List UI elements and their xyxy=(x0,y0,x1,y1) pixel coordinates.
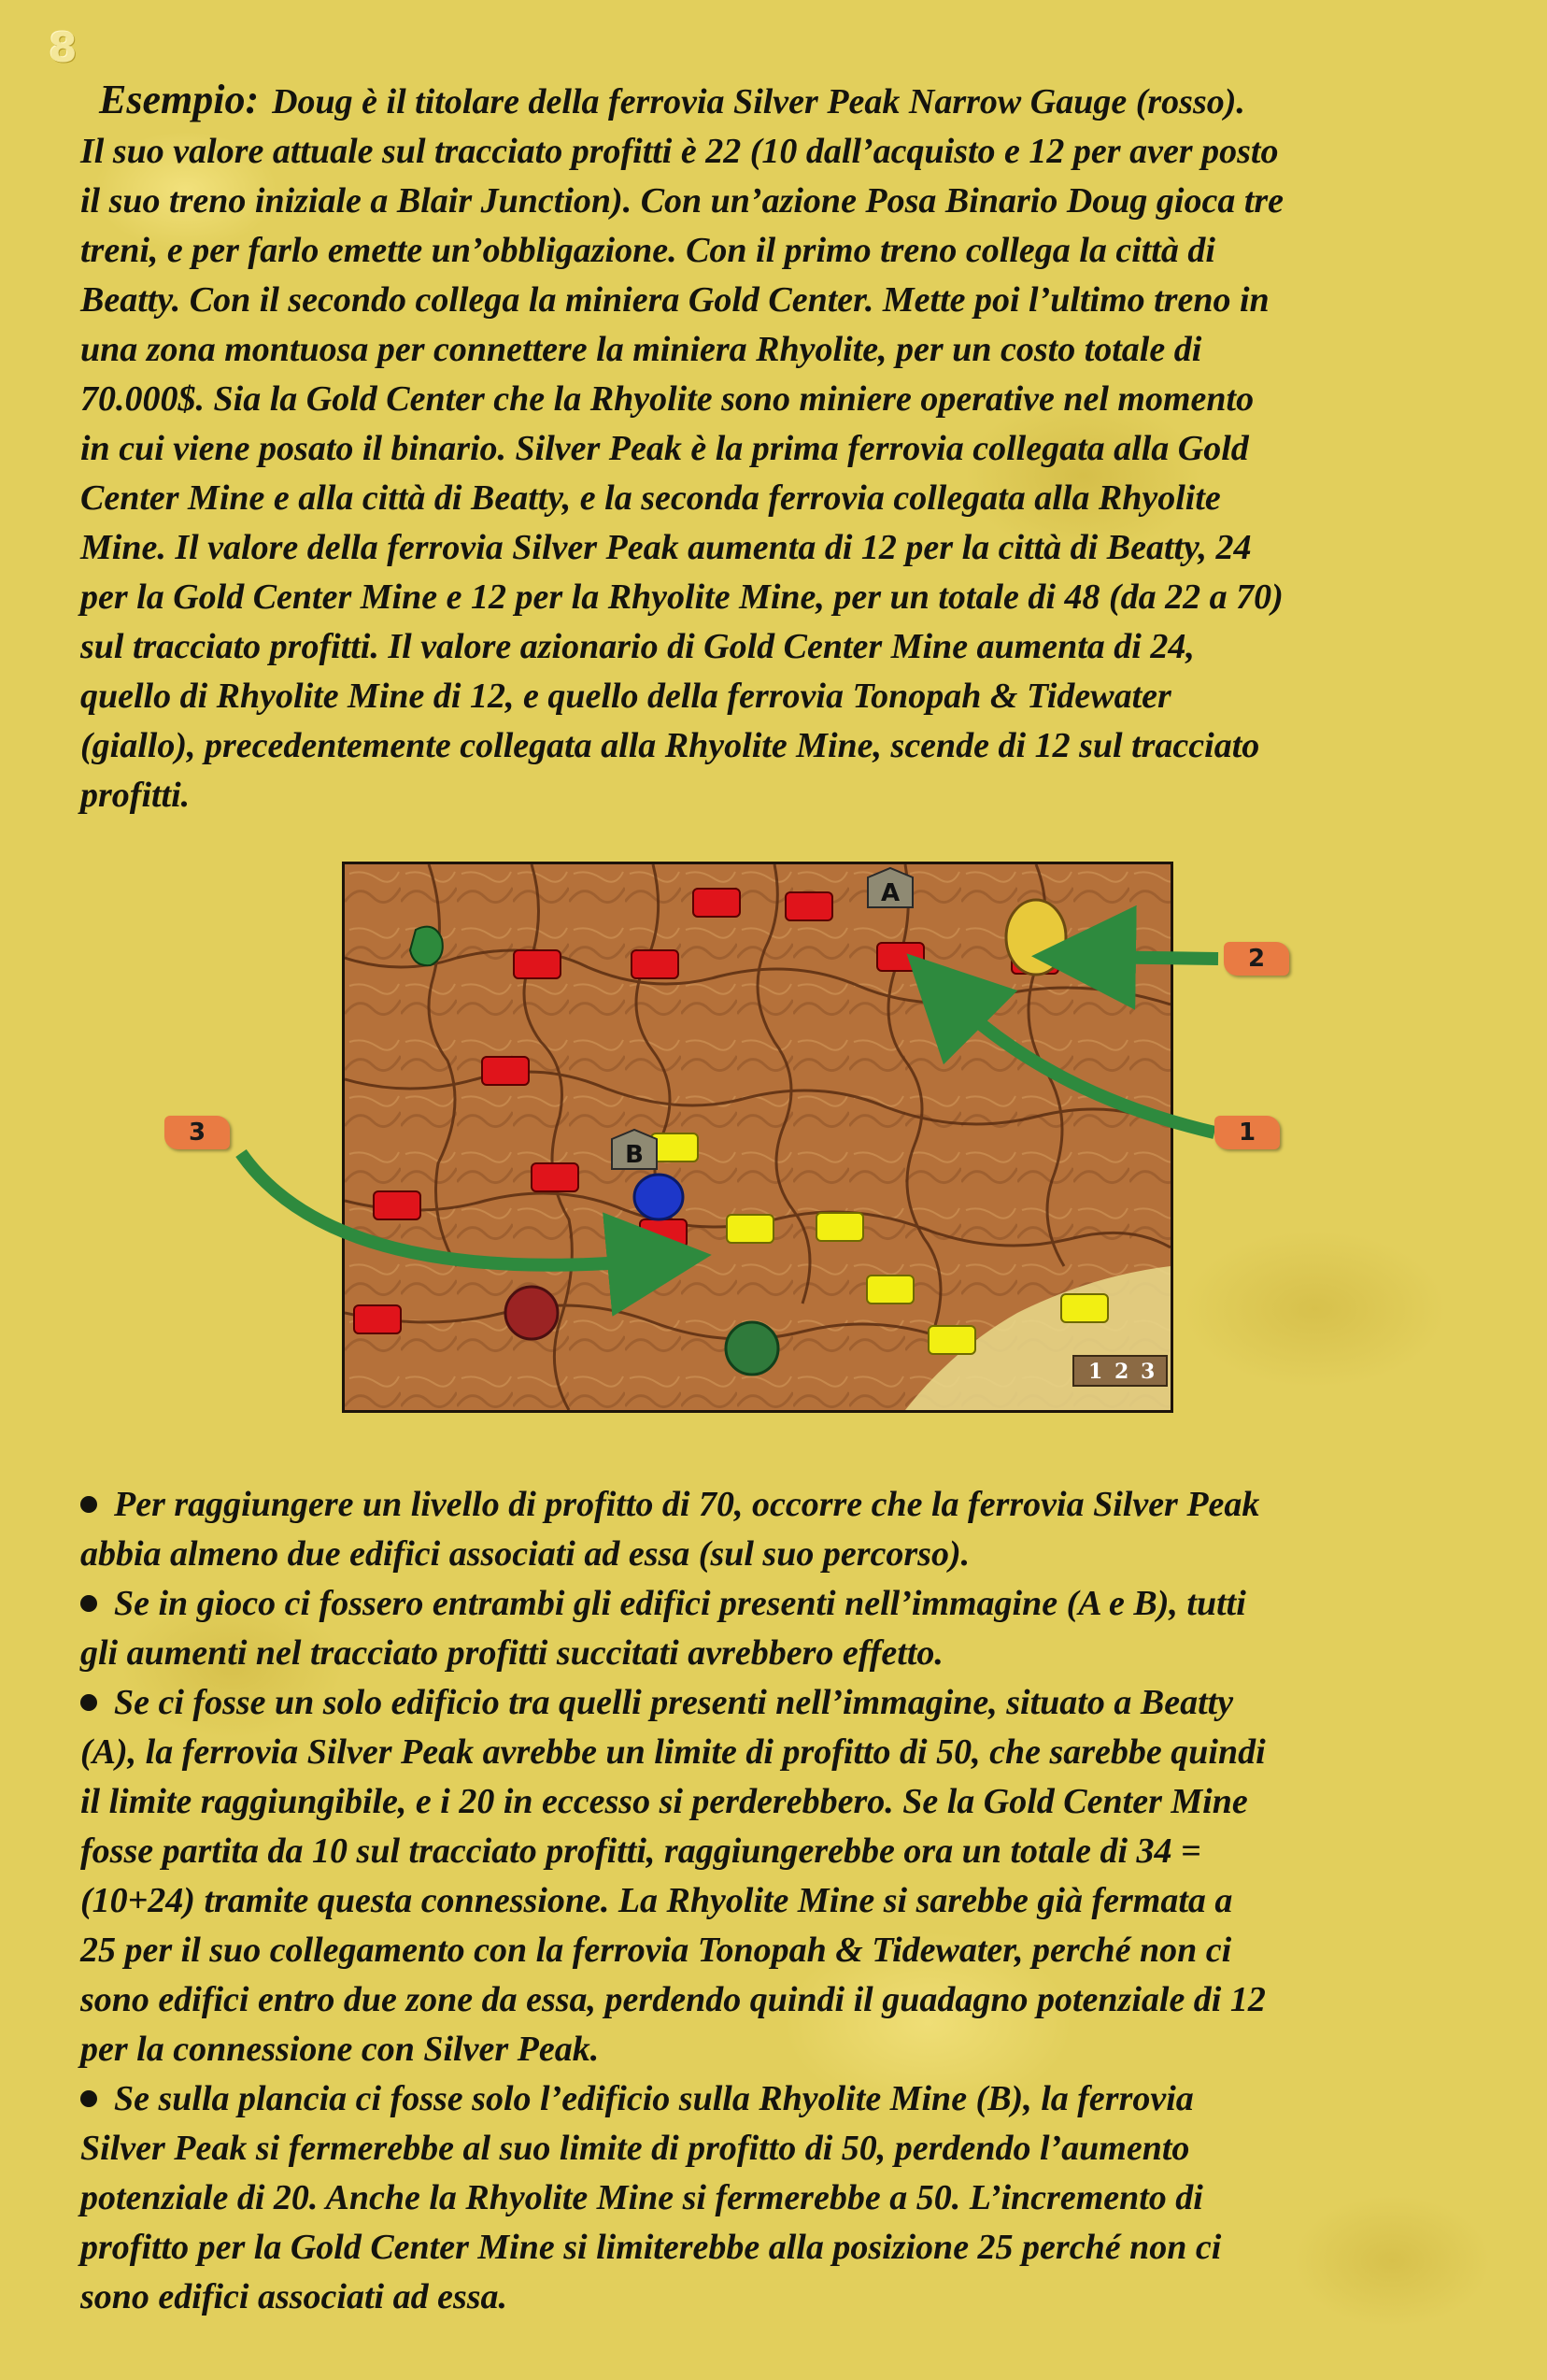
red-train-token xyxy=(532,1163,578,1191)
bullet-line xyxy=(80,2173,1482,2223)
example-first-line xyxy=(80,75,1482,127)
red-train-token xyxy=(514,950,561,978)
callout-3: 3 xyxy=(164,1116,230,1149)
bullet-line xyxy=(80,1728,1482,1777)
bullet-text: Per raggiungere un livello di profitto di 70, occorre che la ferrovia Silver Peak xyxy=(114,1485,1260,1524)
example-line: (giallo), precedentemente collegata alla Rhyolite Mine, scende di 12 sul tracciato xyxy=(80,726,1260,765)
bullet-text: 25 per il suo collegamento con la ferrovia Tonopah & Tidewater, perché non ci xyxy=(80,1931,1232,1970)
bullet-line xyxy=(80,1480,1482,1530)
bullet-text: fosse partita da 10 sul tracciato profitti, raggiungerebbe ora un totale di 34 = xyxy=(80,1831,1201,1871)
example-line: Beatty. Con il secondo collega la miniera Gold Center. Mette poi l’ultimo treno in xyxy=(80,280,1270,320)
bullet-text: Se in gioco ci fossero entrambi gli edifici presenti nell’immagine (A e B), tutti xyxy=(114,1584,1246,1623)
bullet-item xyxy=(80,1579,1482,1678)
bullet-line xyxy=(80,1926,1482,1975)
example-line: Mine. Il valore della ferrovia Silver Peak aumenta di 12 per la città di Beatty, 24 xyxy=(80,528,1252,567)
bullet-line xyxy=(80,2074,1482,2124)
example-paragraph xyxy=(80,75,1482,820)
mine-emblem-green xyxy=(726,1322,778,1375)
example-body xyxy=(80,127,1482,820)
bullet-text: Se sulla plancia ci fosse solo l’edificio sulla Rhyolite Mine (B), la ferrovia xyxy=(114,2079,1194,2118)
red-train-token xyxy=(632,950,678,978)
example-line: treni, e per farlo emette un’obbligazione. Con il primo treno collega la città di xyxy=(80,231,1215,270)
bullet-dot-icon xyxy=(80,1496,97,1513)
bullet-text: Silver Peak si fermerebbe al suo limite di profitto di 50, perdendo l’aumento xyxy=(80,2129,1190,2168)
bullet-line xyxy=(80,1629,1482,1678)
red-train-token xyxy=(877,943,924,971)
bullet-line xyxy=(80,2025,1482,2074)
red-train-token xyxy=(374,1191,420,1219)
bullet-line xyxy=(80,1975,1482,2025)
example-lead: Esempio: xyxy=(99,77,260,122)
callout-1: 1 xyxy=(1214,1116,1280,1149)
bullet-text: profitto per la Gold Center Mine si limiterebbe alla posizione 25 perché non ci xyxy=(80,2228,1222,2267)
example-line: sul tracciato profitti. Il valore azionario di Gold Center Mine aumenta di 24, xyxy=(80,627,1195,666)
rhyolite-mine-emblem xyxy=(634,1175,683,1219)
gold-center-mine-emblem xyxy=(1006,900,1066,975)
bullet-line xyxy=(80,2124,1482,2173)
red-train-token xyxy=(354,1305,401,1333)
red-train-token xyxy=(693,889,740,917)
building-a xyxy=(868,868,913,907)
bullet-line xyxy=(80,1678,1482,1728)
red-train-token xyxy=(786,892,832,920)
yellow-train-token xyxy=(816,1213,863,1241)
yellow-train-token xyxy=(727,1215,774,1243)
bullet-text: sono edifici entro due zone da essa, perdendo quindi il guadagno potenziale di 12 xyxy=(80,1980,1266,2019)
example-line: per la Gold Center Mine e 12 per la Rhyolite Mine, per un totale di 48 (da 22 a 70) xyxy=(80,577,1284,617)
example-line: profitti. xyxy=(80,776,191,815)
board-map xyxy=(345,864,1171,1410)
mine-emblem-red xyxy=(505,1287,558,1339)
building-b xyxy=(612,1130,657,1169)
bullet-dot-icon xyxy=(80,1694,97,1711)
building-b-label: B xyxy=(625,1141,644,1169)
callout-2: 2 xyxy=(1224,942,1289,976)
bullet-dot-icon xyxy=(80,2090,97,2107)
bullet-list xyxy=(80,1480,1482,2322)
bullet-text: potenziale di 20. Anche la Rhyolite Mine si fermerebbe a 50. L’incremento di xyxy=(80,2178,1203,2217)
turn-track-1: 1 xyxy=(1088,1360,1103,1384)
bullet-text: per la connessione con Silver Peak. xyxy=(80,2030,600,2069)
example-line: il suo treno iniziale a Blair Junction). Con un’azione Posa Binario Doug gioca tre xyxy=(80,181,1284,221)
example-first-sentence: Doug è il titolare della ferrovia Silver Peak Narrow Gauge (rosso). xyxy=(272,82,1245,121)
turn-track-2: 2 xyxy=(1114,1360,1129,1384)
red-train-token xyxy=(640,1219,687,1247)
bullet-text: (A), la ferrovia Silver Peak avrebbe un limite di profitto di 50, che sarebbe quindi xyxy=(80,1732,1266,1772)
bullet-item xyxy=(80,1480,1482,1579)
example-line: in cui viene posato il binario. Silver Peak è la prima ferrovia collegata alla Gold xyxy=(80,429,1249,468)
bullet-line xyxy=(80,1777,1482,1827)
green-railroad-marker xyxy=(410,927,443,966)
bullet-text: abbia almeno due edifici associati ad essa (sul suo percorso). xyxy=(80,1534,971,1574)
bullet-text: sono edifici associati ad essa. xyxy=(80,2277,508,2316)
example-line: quello di Rhyolite Mine di 12, e quello della ferrovia Tonopah & Tidewater xyxy=(80,677,1171,716)
bullet-dot-icon xyxy=(80,1595,97,1612)
bullet-text: Se ci fosse un solo edificio tra quelli presenti nell’immagine, situato a Beatty xyxy=(114,1683,1234,1722)
yellow-train-token xyxy=(929,1326,975,1354)
bullet-item xyxy=(80,1678,1482,2074)
turn-track xyxy=(1073,1356,1167,1386)
bullet-line xyxy=(80,2273,1482,2322)
page-number: 8 xyxy=(49,24,78,72)
bullet-line xyxy=(80,1827,1482,1876)
red-train-token xyxy=(482,1057,529,1085)
bullet-line xyxy=(80,1579,1482,1629)
example-line: 70.000$. Sia la Gold Center che la Rhyolite sono miniere operative nel momento xyxy=(80,379,1255,419)
example-line: Center Mine e alla città di Beatty, e la seconda ferrovia collegata alla Rhyolite xyxy=(80,478,1221,518)
yellow-train-token xyxy=(1061,1294,1108,1322)
building-a-label: A xyxy=(880,879,901,907)
yellow-train-token xyxy=(651,1133,698,1161)
turn-track-3: 3 xyxy=(1141,1360,1156,1384)
example-line: Il suo valore attuale sul tracciato profitti è 22 (10 dall’acquisto e 12 per aver posto xyxy=(80,132,1279,171)
example-line: una zona montuosa per connettere la miniera Rhyolite, per un costo totale di xyxy=(80,330,1202,369)
bullet-line xyxy=(80,1876,1482,1926)
bullet-item xyxy=(80,2074,1482,2322)
bullet-line xyxy=(80,1530,1482,1579)
bullet-text: il limite raggiungibile, e i 20 in eccesso si perderebbero. Se la Gold Center Mine xyxy=(80,1782,1248,1821)
game-board-figure xyxy=(342,862,1173,1413)
bullet-text: (10+24) tramite questa connessione. La Rhyolite Mine si sarebbe già fermata a xyxy=(80,1881,1233,1920)
bullet-text: gli aumenti nel tracciato profitti succitati avrebbero effetto. xyxy=(80,1633,944,1673)
bullet-line xyxy=(80,2223,1482,2273)
yellow-train-token xyxy=(867,1276,914,1304)
